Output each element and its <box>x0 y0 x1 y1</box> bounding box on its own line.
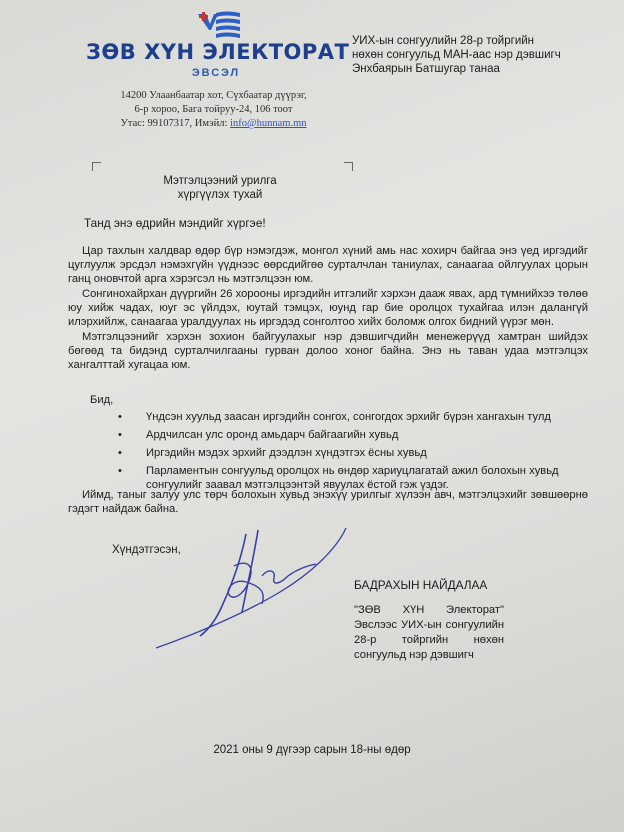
reasons-list <box>118 410 588 496</box>
paragraph: Цар тахлын халдвар өдөр бүр нэмэгдэж, монгол хүний амь нас хохирч байгаа энэ үед иргэдийг цуглуулж эрсдэл нэмэхгүйн үүднээс өөрсдийгөө сурталчлан таниулах, санаагаа ойлгуулах цорын ганц оновчтой арга хэрэгсэл нь мэтгэлцээн юм. <box>68 245 588 285</box>
signature-icon <box>150 520 350 650</box>
org-type: ЭВСЭЛ <box>191 67 241 79</box>
list-item: • Ардчилсан улс оронд амьдарч байгаагийн хувьд <box>118 428 588 442</box>
logo-emblem-icon <box>196 10 242 44</box>
paragraph: Сонгинохайрхан дүүргийн 26 хорооны иргэдийн итгэлийг хэрхэн дааж явах, ард түмнийхээ төлөө юу хийж чадах, юуг эс үйлдэх, юутай тэмцэх, юунд гар бие оролцох тухайгаа илэн далангүй илэрхийлж, санаагаа уралдуулах нь иргэдэд сонголтоо хийх боломж олгох бидний үүрэг мөн. <box>68 288 588 328</box>
regards: Хүндэтгэсэн, <box>112 544 181 556</box>
closing-paragraph <box>68 488 588 516</box>
recipient-line: Энхбаярын Батшугар танаа <box>352 63 500 75</box>
letter-body <box>68 244 588 372</box>
email-link[interactable]: info@hunnam.mn <box>230 118 307 129</box>
list-item: • Парламентын сонгуульд оролцох нь өндөр хариуцлагатай ажил болохын хувьд сонгуулийг заавал мэтгэлцээнтэй явуулах ёстой гэж үздэг. <box>118 464 588 492</box>
contact-line <box>86 118 341 129</box>
subject-line: хүргүүлэх тухай <box>177 189 263 201</box>
contact-prefix: Утас: 99107317, Имэйл: <box>120 118 231 129</box>
greeting: Танд энэ өдрийн мэндийг хүргэе! <box>84 216 266 230</box>
paragraph: Мэтгэлцээнийг хэрхэн зохион байгуулахыг нэр дэвшигчдийн менежерүүд хамтран шийдэх бөгөөд та бидэнд сурталчилгааны гурван долоо хоног байна. Энэ нь таван удаа мэтгэлцэх хангалттай хугацаа юм. <box>68 331 588 371</box>
address-line-1: 14200 Улаанбаатар хот, Сүхбаатар дүүрэг, <box>120 90 307 101</box>
letter-date: 2021 оны 9 дүгээр сарын 18-ны өдөр <box>213 744 411 756</box>
list-item: • Үндсэн хуульд заасан иргэдийн сонгох, сонгогдох эрхийг бүрэн хангахын тулд <box>118 410 588 424</box>
address-line-2: 6-р хороо, Бага тойруу-24, 106 тоот <box>134 104 293 115</box>
subject-line: Мэтгэлцээний урилга <box>163 175 277 187</box>
recipient-line: нөхөн сонгуульд МАН-аас нэр дэвшигч <box>352 49 561 61</box>
recipient-line: УИХ-ын сонгуулийн 28-р тойргийн <box>352 35 535 47</box>
recipient-block <box>352 34 614 76</box>
list-item: • Иргэдийн мэдэх эрхийг дээдлэн хүндэтгэх ёсны хувьд <box>118 446 588 460</box>
subject-heading <box>100 174 340 202</box>
org-name: ЗӨВ ХҮН ЭЛЕКТОРАТ <box>86 40 350 64</box>
signer-name: БАДРАХЫН НАЙДАЛАА <box>354 578 488 592</box>
signer-title: "ЗӨВ ХҮН Электорат" Эвслээс УИХ-ын сонгуулийн 28-р тойргийн нөхөн сонгуульд нэр дэвшигч <box>354 604 504 661</box>
paragraph: Иймд, таныг залуу улс төрч болохын хувьд энэхүү урилгыг хүлээн авч, мэтгэлцэхийг зөвшөөрнө гэдэгт найдаж байна. <box>68 489 588 515</box>
corner-mark-left <box>92 162 101 171</box>
corner-mark-right <box>344 162 353 171</box>
bid-label: Бид, <box>90 394 114 406</box>
